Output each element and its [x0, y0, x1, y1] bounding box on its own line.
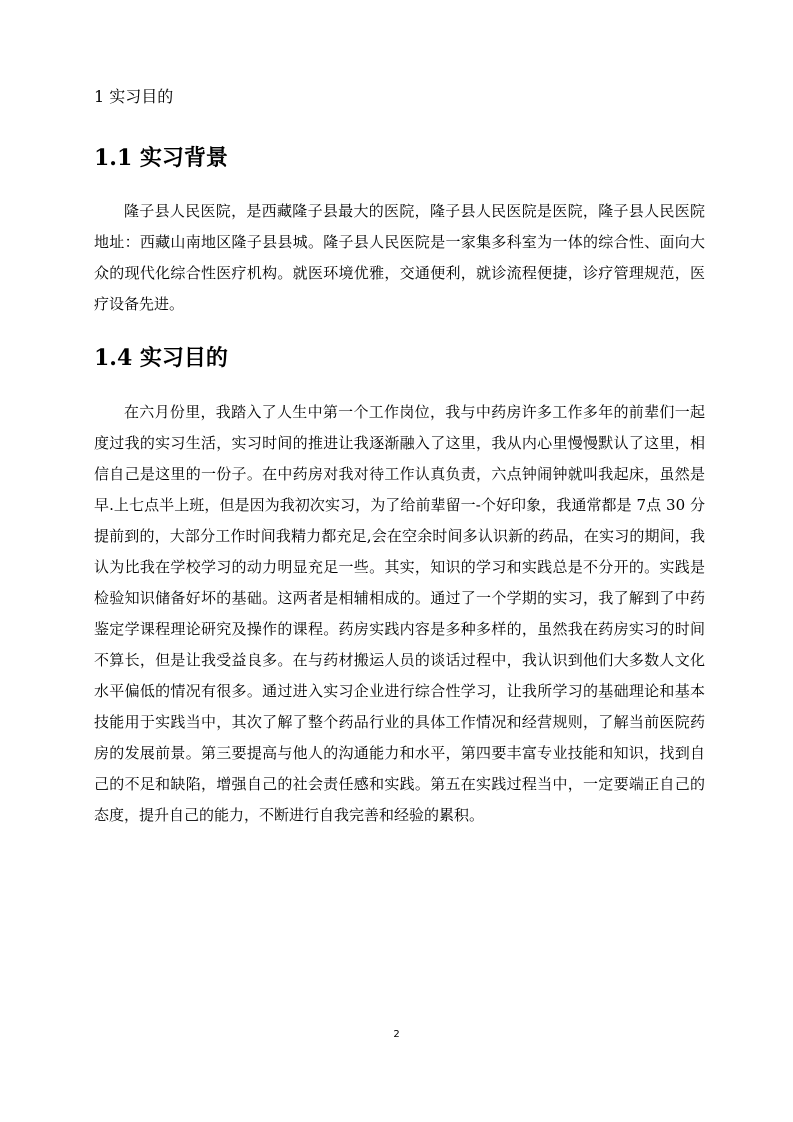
paragraph-background: 隆子县人民医院，是西藏隆子县最大的医院，隆子县人民医院是医院，隆子县人民医院地址：西藏山南地区隆子县县城。隆子县人民医院是一家集多科室为一体的综合性、面向大众的现代化综合性医疗机构。就医环境优雅，交通便利，就诊流程便捷，诊疗管理规范，医疗设备先进。	[94, 202, 705, 313]
heading-internship-goal: 1.4 实习目的	[94, 345, 228, 371]
paragraph-goal: 在六月份里，我踏入了人生中第一个工作岗位，我与中药房许多工作多年的前辈们一起度过我的实习生活，实习时间的推进让我逐渐融入了这里，我从内心里慢慢默认了这里，相信自己是这里的一份子。在中药房对我对待工作认真负责，六点钟闹钟就叫我起床，虽然是早.上七点半上班，但是因为我初次实习，为了给前辈留一-个好印象，我通常都是 7点 30 分提前到的，大部分工作时间我精力都充足,会在空余时间多认识新的药品，在实习的期间，我认为比我在学校学习的动力明显充足一些。其实，知识的学习和实践总是不分开的。实践是检验知识储备好坏的基础。这两者是相辅相成的。通过了一个学期的实习，我了解到了中药鉴定学课程理论研究及操作的课程。药房实践内容是多种多样的，虽然我在药房实习的时间不算长，但是让我受益良多。在与药材搬运人员的谈话过程中，我认识到他们大多数人文化水平偏低的情况有很多。通过进入实习企业进行综合性学习，让我所学习的基础理论和基本技能用于实践当中，其次了解了整个药品行业的具体工作情况和经营规则，了解当前医院药房的发展前景。第三要提高与他人的沟通能力和水平，第四要丰富专业技能和知识，找到自己的不足和缺陷，增强自己的社会责任感和实践。第五在实践过程当中，一定要端正自己的态度，提升自己的能力，不断进行自我完善和经验的累积。	[94, 403, 705, 824]
section-title: 1 实习目的	[94, 87, 174, 106]
page-number: 2	[393, 1029, 400, 1040]
heading-internship-background: 1.1 实习背景	[94, 145, 228, 171]
